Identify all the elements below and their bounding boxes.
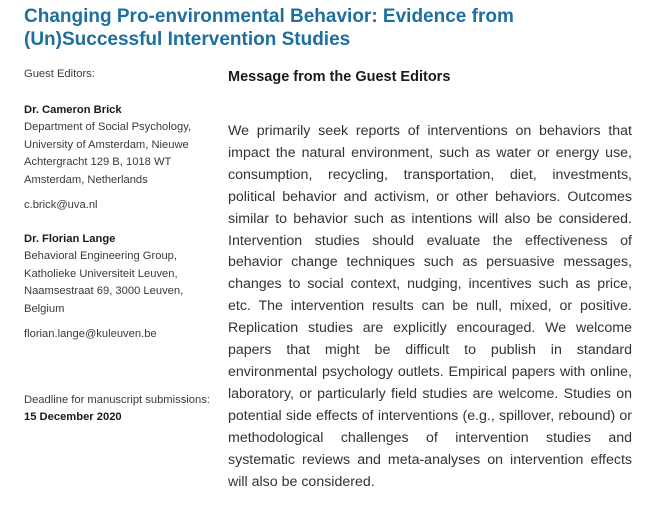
editor-email-link[interactable]: c.brick@uva.nl xyxy=(24,199,98,211)
deadline-date: 15 December 2020 xyxy=(24,411,122,423)
editor-address: Department of Social Psychology, University of Amsterdam, Nieuwe Achtergracht 129 B, 1018 WT Amsterdam, Netherlands xyxy=(24,121,192,186)
message-heading: Message from the Guest Editors xyxy=(228,69,451,85)
editor-card xyxy=(24,102,214,215)
editor-name: Dr. Cameron Brick xyxy=(24,103,122,116)
guest-editors-sidebar xyxy=(24,66,214,427)
deadline-label: Deadline for manuscript submissions: xyxy=(24,393,210,406)
editor-email-link[interactable]: florian.lange@kuleuven.be xyxy=(24,328,157,340)
editor-address: Behavioral Engineering Group, Katholieke Universiteit Leuven, Naamsestraat 69, 3000 Leuven, Belgium xyxy=(24,250,184,315)
page-title: Changing Pro-environmental Behavior: Evidence from (Un)Successful Intervention Studies xyxy=(24,6,514,50)
guest-editors-label: Guest Editors: xyxy=(24,68,95,80)
editor-name: Dr. Florian Lange xyxy=(24,232,116,245)
editor-card xyxy=(24,231,214,344)
message-body: We primarily seek reports of interventions on behaviors that impact the natural environment, such as water or energy use, consumption, recycling, transportation, diet, investments, political behavior and activism, or other behaviors. Outcomes similar to behavior such as intentions will also be considered. Intervention studies should evaluate the effectiveness of behavior change techniques such as persuasive messages, changes to social context, nudging, incentives such as price, etc. The intervention results can be null, mixed, or positive. Replication studies are explicitly encouraged. We welcome papers that might be difficult to publish in standard environmental psychology outlets. Empirical papers with online, laboratory, or particularly field studies are welcome. Studies on potential side effects of interventions (e.g., spillover, rebound) or methodological challenges of intervention studies and systematic reviews and meta-analyses on intervention effects will also be considered. xyxy=(228,123,632,490)
deadline-block xyxy=(24,392,214,427)
